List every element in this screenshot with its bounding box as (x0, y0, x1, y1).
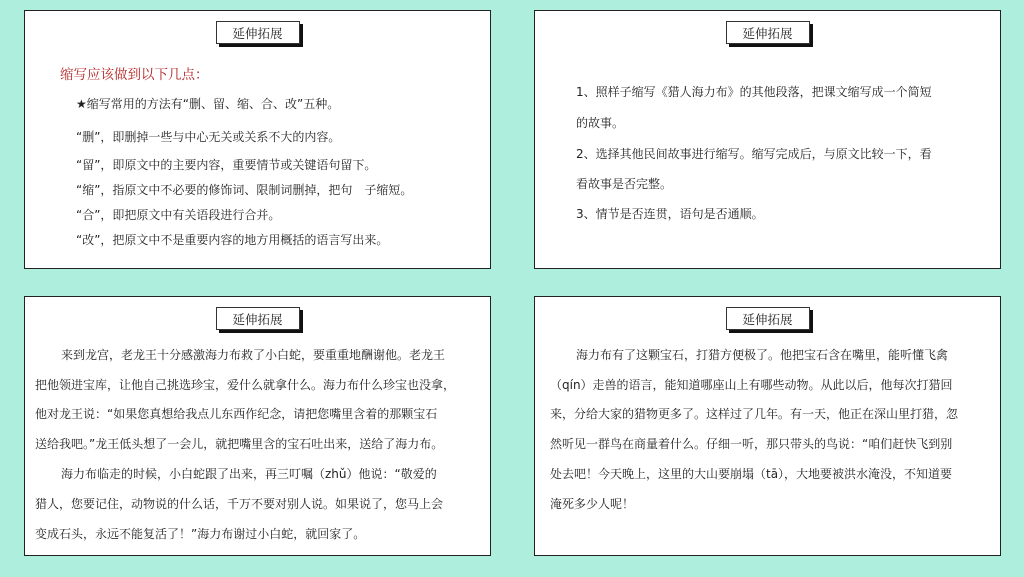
list-item: “合”，即把原文中有关语段进行合并。 (76, 208, 281, 222)
list-item: “改”，把原文中不是重要内容的地方用概括的语言写出来。 (76, 233, 389, 247)
text-line: 看故事是否完整。 (576, 177, 673, 191)
text-line: 来到龙宫，老龙王十分感激海力布救了小白蛇，要重重地酬谢他。老龙王 (61, 348, 446, 362)
list-item: “缩”，指原文中不必要的修饰词、限制词删掉，把句 子缩短。 (76, 183, 413, 197)
text-line: 淹死多少人呢！ (550, 497, 635, 511)
text-line: 3、情节是否连贯，语句是否通顺。 (576, 207, 764, 221)
slide-panel-1 (0, 0, 509, 284)
list-item: “删”，即删掉一些与中心无关或关系不大的内容。 (76, 130, 341, 144)
slide-card-3 (24, 296, 491, 556)
slide-panel-4 (515, 290, 1024, 574)
text-line: 海力布有了这颗宝石，打猎方便极了。他把宝石含在嘴里，能听懂飞禽 (576, 348, 949, 362)
text-line: 变成石头，永远不能复活了！”海力布谢过小白蛇，就回家了。 (35, 527, 366, 541)
text-line: （qín）走兽的语言，能知道哪座山上有哪些动物。从此以后，他每次打猎回 (550, 378, 953, 392)
slide-card-4 (534, 296, 1001, 556)
text-line: 处去吧！今天晚上，这里的大山要崩塌（tā），大地要被洪水淹没，不知道要 (550, 467, 953, 481)
slide-card-2 (534, 10, 1001, 269)
card-heading: 缩写应该做到以下几点： (60, 67, 209, 83)
text-line: 2、选择其他民间故事进行缩写。缩写完成后，与原文比较一下，看 (576, 147, 932, 161)
text-line: 1、照样子缩写《猎人海力布》的其他段落，把课文缩写成一个简短 (576, 85, 932, 99)
section-tag: 延伸拓展 (726, 21, 810, 44)
text-line: 的故事。 (576, 116, 625, 130)
text-line: 他对龙王说：“如果您真想给我点儿东西作纪念，请把您嘴里含着的那颗宝石 (35, 407, 438, 421)
text-line: 然听见一群鸟在商量着什么。仔细一听，那只带头的鸟说：“咱们赶快飞到别 (550, 437, 953, 451)
section-tag: 延伸拓展 (216, 307, 300, 330)
text-line: 海力布临走的时候，小白蛇跟了出来，再三叮嘱（zhǔ）他说：“敬爱的 (61, 467, 437, 481)
list-item: “留”，即原文中的主要内容，重要情节或关键语句留下。 (76, 158, 377, 172)
method-line: ★缩写常用的方法有“删、留、缩、合、改”五种。 (76, 97, 340, 111)
slide-panel-3 (0, 290, 509, 574)
slide-card-1 (24, 10, 491, 269)
section-tag: 延伸拓展 (216, 21, 300, 44)
text-line: 猎人，您要记住，动物说的什么话，千万不要对别人说。如果说了，您马上会 (35, 497, 444, 511)
text-line: 来，分给大家的猎物更多了。这样过了几年。有一天，他正在深山里打猎，忽 (550, 407, 959, 421)
text-line: 送给我吧。”龙王低头想了一会儿，就把嘴里含的宝石吐出来，送给了海力布。 (35, 437, 444, 451)
slide-panel-2 (515, 0, 1024, 284)
section-tag: 延伸拓展 (726, 307, 810, 330)
text-line: 把他领进宝库，让他自己挑选珍宝，爱什么就拿什么。海力布什么珍宝也没拿， (35, 378, 456, 392)
